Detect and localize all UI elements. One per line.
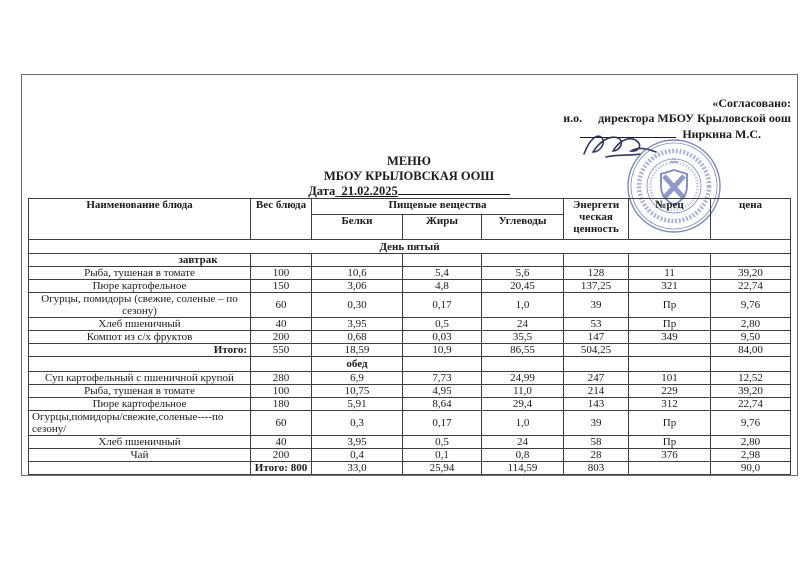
empty-cell [711,357,791,372]
title-block [28,154,790,199]
energy-cell: 28 [564,449,629,462]
table-row-day [29,240,791,254]
dish-name-cell: Рыба, тушеная в томате [29,267,251,280]
price-cell: 39,20 [711,385,791,398]
empty-cell [251,254,312,267]
table-row-dish [29,411,791,436]
empty-cell [564,357,629,372]
recipe-cell: 229 [629,385,711,398]
protein-cell: 18,59 [312,344,403,357]
energy-cell: 39 [564,293,629,318]
dish-name-cell: Компот из с/х фруктов [29,331,251,344]
table-row-dish [29,280,791,293]
protein-cell: 0,30 [312,293,403,318]
price-cell: 22,74 [711,280,791,293]
price-cell: 2,80 [711,318,791,331]
energy-cell: 53 [564,318,629,331]
recipe-cell: Пр [629,293,711,318]
fat-cell: 7,73 [403,372,482,385]
energy-cell: 128 [564,267,629,280]
table-row-dish [29,293,791,318]
date-value: 21.02.2025 [341,184,398,198]
price-cell: 22,74 [711,398,791,411]
table-row-dish [29,331,791,344]
carbs-cell: 5,6 [482,267,564,280]
weight-cell: 100 [251,267,312,280]
recipe-cell: 11 [629,267,711,280]
fat-cell: 0,03 [403,331,482,344]
carbs-cell: 1,0 [482,293,564,318]
empty-cell [482,254,564,267]
carbs-cell: 1,0 [482,411,564,436]
col-header-nutrients: Пищевые вещества [312,199,564,215]
empty-cell [403,357,482,372]
energy-cell: 803 [564,462,629,475]
col-header-carbs: Углеводы [482,215,564,240]
dish-name-cell: Рыба, тушеная в томате [29,385,251,398]
date-line [308,183,510,199]
day-label-cell: День пятый [29,240,791,254]
protein-cell: 3,95 [312,318,403,331]
approval-line1: «Согласовано: [712,96,791,110]
dish-name-cell [29,462,251,475]
dish-name-cell: Итого: [29,344,251,357]
recipe-cell: 312 [629,398,711,411]
price-cell: 9,50 [711,331,791,344]
fat-cell: 10,9 [403,344,482,357]
protein-cell: 33,0 [312,462,403,475]
price-cell: 9,76 [711,293,791,318]
col-header-protein: Белки [312,215,403,240]
col-header-fat: Жиры [403,215,482,240]
weight-cell: 40 [251,318,312,331]
energy-cell: 504,25 [564,344,629,357]
energy-cell: 143 [564,398,629,411]
weight-cell: 200 [251,449,312,462]
recipe-cell: 376 [629,449,711,462]
weight-cell: 180 [251,398,312,411]
price-cell: 2,80 [711,436,791,449]
fat-cell: 5,4 [403,267,482,280]
price-cell: 12,52 [711,372,791,385]
recipe-cell: 349 [629,331,711,344]
recipe-cell: 321 [629,280,711,293]
weight-cell: 550 [251,344,312,357]
energy-cell: 58 [564,436,629,449]
table-row-meal [29,254,791,267]
protein-cell: 5,91 [312,398,403,411]
fat-cell: 25,94 [403,462,482,475]
table-row-total [29,462,791,475]
recipe-cell [629,462,711,475]
weight-cell: 100 [251,385,312,398]
empty-cell [403,254,482,267]
dish-name-cell: Чай [29,449,251,462]
col-header-energy: Энергети ческая ценность [564,199,629,240]
protein-cell: 10,6 [312,267,403,280]
fat-cell: 0,5 [403,318,482,331]
protein-cell: 0,68 [312,331,403,344]
carbs-cell: 86,55 [482,344,564,357]
price-cell: 84,00 [711,344,791,357]
weight-cell: 280 [251,372,312,385]
recipe-cell: Пр [629,411,711,436]
empty-cell [29,357,251,372]
carbs-cell: 114,59 [482,462,564,475]
fat-cell: 0,1 [403,449,482,462]
energy-cell: 137,25 [564,280,629,293]
dish-name-cell: Хлеб пшеничный [29,436,251,449]
protein-cell: 3,95 [312,436,403,449]
empty-cell [629,357,711,372]
col-header-recipe: №рец [629,199,711,240]
approval-role: и.о. [563,111,583,125]
carbs-cell: 0,8 [482,449,564,462]
table-row-dish [29,318,791,331]
col-header-weight: Вес блюда [251,199,312,240]
recipe-cell: Пр [629,318,711,331]
menu-table-body [29,240,791,475]
fat-cell: 0,17 [403,293,482,318]
carbs-cell: 29,4 [482,398,564,411]
empty-cell [312,254,403,267]
weight-cell: 40 [251,436,312,449]
menu-table-header [29,199,791,240]
weight-cell: 150 [251,280,312,293]
price-cell: 9,76 [711,411,791,436]
weight-cell: 200 [251,331,312,344]
energy-cell: 147 [564,331,629,344]
fat-cell: 4,8 [403,280,482,293]
table-row-dish [29,398,791,411]
recipe-cell: 101 [629,372,711,385]
table-row-dish [29,372,791,385]
price-cell: 39,20 [711,267,791,280]
dish-name-cell: Пюре картофельное [29,280,251,293]
school-name: МБОУ КРЫЛОВСКАЯ ООШ [323,168,495,183]
date-label: Дата_ [308,184,342,198]
protein-cell: 0,3 [312,411,403,436]
carbs-cell: 35,5 [482,331,564,344]
table-row-dish [29,267,791,280]
table-row-dish [29,385,791,398]
approval-line2 [563,111,791,126]
protein-cell: 6,9 [312,372,403,385]
table-row-dish [29,436,791,449]
page-title: МЕНЮ [387,154,431,168]
protein-cell: 10,75 [312,385,403,398]
weight-cell: 60 [251,293,312,318]
protein-cell: 0,4 [312,449,403,462]
protein-cell: 3,06 [312,280,403,293]
meal-label-cell: завтрак [29,254,251,267]
dish-name-cell: Пюре картофельное [29,398,251,411]
empty-cell [629,254,711,267]
table-row-dish [29,449,791,462]
carbs-cell: 24 [482,436,564,449]
meal-label-cell: обед [312,357,403,372]
fat-cell: 0,17 [403,411,482,436]
approval-director-text: директора МБОУ Крыловской оош [598,111,791,125]
carbs-cell: 20,45 [482,280,564,293]
energy-cell: 247 [564,372,629,385]
weight-cell: 60 [251,411,312,436]
recipe-cell: Пр [629,436,711,449]
carbs-cell: 11,0 [482,385,564,398]
fat-cell: 8,64 [403,398,482,411]
energy-cell: 39 [564,411,629,436]
col-header-price: цена [711,199,791,240]
date-underscore-line [398,183,510,195]
price-cell: 2,98 [711,449,791,462]
dish-name-cell: Огурцы, помидоры (свежие, соленые – по сезону) [29,293,251,318]
empty-cell [482,357,564,372]
dish-name-cell: Хлеб пшеничный [29,318,251,331]
empty-cell [564,254,629,267]
menu-table [28,198,791,475]
weight-cell: Итого: 800 [251,462,312,475]
empty-cell [251,357,312,372]
table-row-total [29,344,791,357]
col-header-dish: Наименование блюда [29,199,251,240]
price-cell: 90,0 [711,462,791,475]
carbs-cell: 24,99 [482,372,564,385]
empty-cell [711,254,791,267]
fat-cell: 4,95 [403,385,482,398]
recipe-cell [629,344,711,357]
approval-name: Ниркина М.С. [682,127,761,141]
energy-cell: 214 [564,385,629,398]
table-row-meal [29,357,791,372]
fat-cell: 0,5 [403,436,482,449]
dish-name-cell: Суп картофельный с пшеничной крупой [29,372,251,385]
dish-name-cell: Огурцы,помидоры/свежие,соленые----по сезону/ [29,411,251,436]
carbs-cell: 24 [482,318,564,331]
